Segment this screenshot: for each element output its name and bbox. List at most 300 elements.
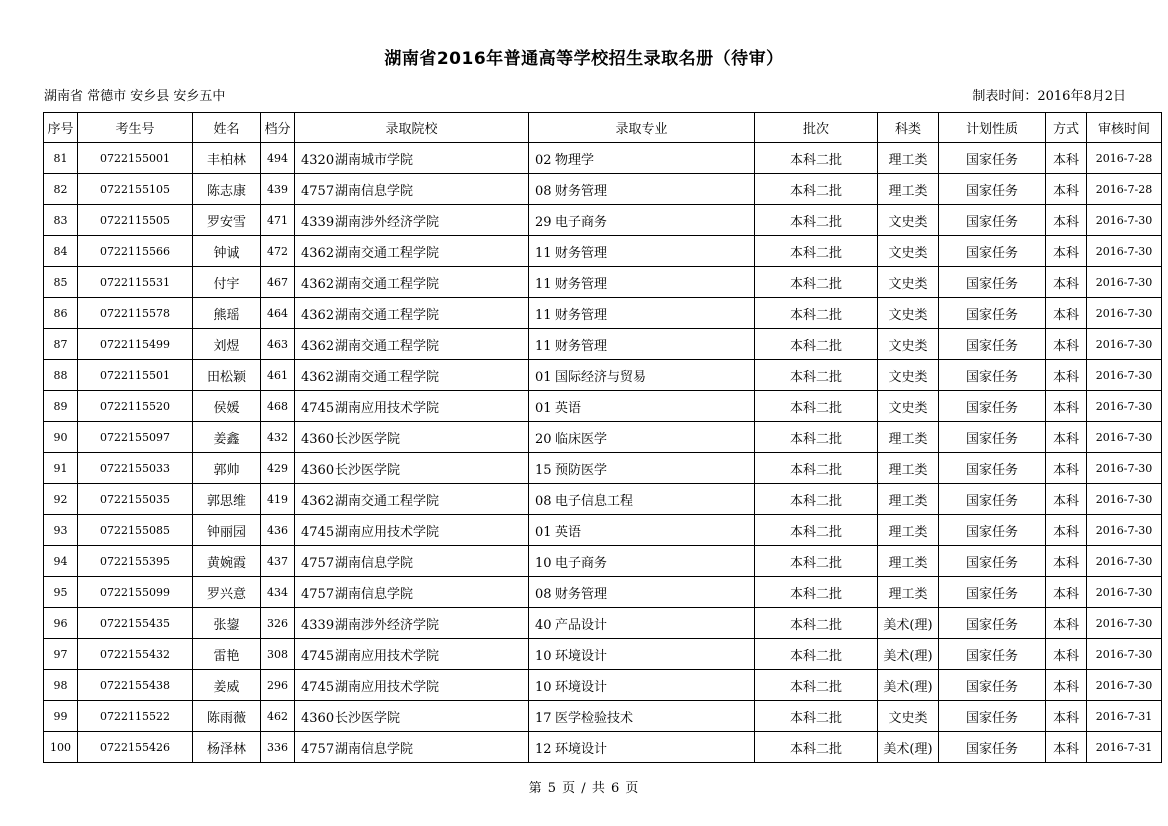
plan-cell: 国家任务: [939, 546, 1046, 577]
score-cell: 436: [261, 515, 295, 546]
major-code: 20: [535, 431, 552, 447]
exam-id-cell: 0722155105: [78, 174, 193, 205]
review-date-cell: 2016-7-31: [1087, 701, 1162, 732]
mode-cell: 本科: [1046, 174, 1087, 205]
table-row: [44, 701, 1162, 732]
score-cell: 296: [261, 670, 295, 701]
exam-id-cell: 0722155035: [78, 484, 193, 515]
plan-cell: 国家任务: [939, 577, 1046, 608]
student-name-cell: 姜鑫: [193, 422, 261, 453]
score-cell: 437: [261, 546, 295, 577]
school-name: 湖南信息学院: [335, 183, 414, 199]
plan-cell: 国家任务: [939, 143, 1046, 174]
school-code: 4362: [301, 369, 335, 385]
review-date-cell: 2016-7-30: [1087, 546, 1162, 577]
major-cell: [529, 577, 755, 608]
category-cell: 文史类: [878, 298, 939, 329]
student-name-cell: 田松颖: [193, 360, 261, 391]
major-cell: [529, 732, 755, 763]
school-cell: [295, 391, 529, 422]
school-cell: [295, 546, 529, 577]
page-title: 湖南省2016年普通高等学校招生录取名册（待审）: [384, 49, 784, 69]
table-row: [44, 484, 1162, 515]
category-cell: 理工类: [878, 143, 939, 174]
major-code: 08: [535, 586, 552, 602]
exam-id-cell: 0722115522: [78, 701, 193, 732]
mode-cell: 本科: [1046, 608, 1087, 639]
school-name: 湖南应用技术学院: [335, 524, 440, 540]
major-cell: [529, 515, 755, 546]
major-code: 11: [535, 276, 552, 292]
column-header: 考生号: [78, 113, 193, 143]
major-name: 英语: [555, 524, 582, 540]
category-cell: 理工类: [878, 422, 939, 453]
score-cell: 467: [261, 267, 295, 298]
table-row: [44, 515, 1162, 546]
plan-cell: 国家任务: [939, 267, 1046, 298]
school-name: 湖南应用技术学院: [335, 400, 440, 416]
mode-cell: 本科: [1046, 670, 1087, 701]
table-row: [44, 639, 1162, 670]
major-code: 01: [535, 369, 552, 385]
review-date-cell: 2016-7-30: [1087, 329, 1162, 360]
mode-cell: 本科: [1046, 732, 1087, 763]
major-code: 02: [535, 152, 552, 168]
plan-cell: 国家任务: [939, 453, 1046, 484]
review-date-cell: 2016-7-30: [1087, 267, 1162, 298]
school-name: 湖南交通工程学院: [335, 338, 440, 354]
batch-cell: 本科二批: [755, 453, 878, 484]
major-code: 10: [535, 555, 552, 571]
seq-cell: 94: [44, 546, 78, 577]
school-cell: [295, 701, 529, 732]
admission-table: [43, 112, 1162, 763]
category-cell: 理工类: [878, 174, 939, 205]
score-cell: 439: [261, 174, 295, 205]
school-code: 4362: [301, 338, 335, 354]
exam-id-cell: 0722115501: [78, 360, 193, 391]
major-name: 预防医学: [555, 462, 608, 478]
table-row: [44, 298, 1162, 329]
student-name-cell: 郭帅: [193, 453, 261, 484]
mode-cell: 本科: [1046, 143, 1087, 174]
school-code: 4360: [301, 431, 335, 447]
major-name: 英语: [555, 400, 582, 416]
student-name-cell: 陈雨薇: [193, 701, 261, 732]
seq-cell: 99: [44, 701, 78, 732]
school-name: 湖南应用技术学院: [335, 679, 440, 695]
exam-id-cell: 0722115566: [78, 236, 193, 267]
plan-cell: 国家任务: [939, 329, 1046, 360]
major-code: 11: [535, 338, 552, 354]
table-row: [44, 546, 1162, 577]
mode-cell: 本科: [1046, 329, 1087, 360]
category-cell: 理工类: [878, 484, 939, 515]
major-name: 医学检验技术: [555, 710, 634, 726]
seq-cell: 81: [44, 143, 78, 174]
page-number: 第 5 页 / 共 6 页: [528, 781, 640, 796]
school-name: 湖南交通工程学院: [335, 493, 440, 509]
batch-cell: 本科二批: [755, 608, 878, 639]
plan-cell: 国家任务: [939, 391, 1046, 422]
batch-cell: 本科二批: [755, 360, 878, 391]
score-cell: 432: [261, 422, 295, 453]
seq-cell: 92: [44, 484, 78, 515]
table-row: [44, 422, 1162, 453]
exam-id-cell: 0722155099: [78, 577, 193, 608]
made-time-label: 制表时间：2016年8月2日: [972, 89, 1126, 104]
column-header: 序号: [44, 113, 78, 143]
major-code: 17: [535, 710, 552, 726]
batch-cell: 本科二批: [755, 236, 878, 267]
review-date-cell: 2016-7-30: [1087, 205, 1162, 236]
plan-cell: 国家任务: [939, 515, 1046, 546]
school-cell: [295, 298, 529, 329]
column-header: 批次: [755, 113, 878, 143]
column-header: 档分: [261, 113, 295, 143]
school-code: 4360: [301, 710, 335, 726]
student-name-cell: 付宇: [193, 267, 261, 298]
category-cell: 理工类: [878, 546, 939, 577]
student-name-cell: 丰柏林: [193, 143, 261, 174]
batch-cell: 本科二批: [755, 701, 878, 732]
category-cell: 理工类: [878, 577, 939, 608]
school-name: 湖南涉外经济学院: [335, 214, 440, 230]
major-name: 电子信息工程: [555, 493, 634, 509]
student-name-cell: 雷艳: [193, 639, 261, 670]
school-cell: [295, 174, 529, 205]
batch-cell: 本科二批: [755, 515, 878, 546]
column-header: 方式: [1046, 113, 1087, 143]
review-date-cell: 2016-7-30: [1087, 236, 1162, 267]
major-name: 财务管理: [555, 276, 608, 292]
school-name: 湖南交通工程学院: [335, 307, 440, 323]
seq-cell: 97: [44, 639, 78, 670]
seq-cell: 100: [44, 732, 78, 763]
plan-cell: 国家任务: [939, 670, 1046, 701]
table-row: [44, 453, 1162, 484]
major-code: 15: [535, 462, 552, 478]
exam-id-cell: 0722155001: [78, 143, 193, 174]
category-cell: 理工类: [878, 453, 939, 484]
batch-cell: 本科二批: [755, 484, 878, 515]
school-code: 4757: [301, 555, 335, 571]
seq-cell: 90: [44, 422, 78, 453]
school-code: 4362: [301, 245, 335, 261]
school-code: 4745: [301, 524, 335, 540]
school-name: 湖南涉外经济学院: [335, 617, 440, 633]
region-label: 湖南省 常德市 安乡县 安乡五中: [44, 89, 226, 104]
category-cell: 文史类: [878, 701, 939, 732]
plan-cell: 国家任务: [939, 701, 1046, 732]
seq-cell: 93: [44, 515, 78, 546]
school-code: 4757: [301, 741, 335, 757]
category-cell: 文史类: [878, 236, 939, 267]
school-name: 湖南城市学院: [335, 152, 414, 168]
batch-cell: 本科二批: [755, 732, 878, 763]
exam-id-cell: 0722115505: [78, 205, 193, 236]
table-row: [44, 670, 1162, 701]
column-header: 科类: [878, 113, 939, 143]
major-cell: [529, 701, 755, 732]
plan-cell: 国家任务: [939, 608, 1046, 639]
table-row: [44, 236, 1162, 267]
mode-cell: 本科: [1046, 701, 1087, 732]
plan-cell: 国家任务: [939, 639, 1046, 670]
plan-cell: 国家任务: [939, 236, 1046, 267]
major-cell: [529, 546, 755, 577]
batch-cell: 本科二批: [755, 577, 878, 608]
school-code: 4745: [301, 648, 335, 664]
table-body: [44, 143, 1162, 763]
review-date-cell: 2016-7-28: [1087, 143, 1162, 174]
major-name: 财务管理: [555, 245, 608, 261]
mode-cell: 本科: [1046, 422, 1087, 453]
major-name: 财务管理: [555, 307, 608, 323]
student-name-cell: 钟丽园: [193, 515, 261, 546]
table-row: [44, 732, 1162, 763]
exam-id-cell: 0722155438: [78, 670, 193, 701]
table-row: [44, 205, 1162, 236]
student-name-cell: 刘煜: [193, 329, 261, 360]
score-cell: 471: [261, 205, 295, 236]
category-cell: 文史类: [878, 329, 939, 360]
column-header: 录取专业: [529, 113, 755, 143]
exam-id-cell: 0722155426: [78, 732, 193, 763]
category-cell: 理工类: [878, 515, 939, 546]
school-name: 湖南信息学院: [335, 741, 414, 757]
review-date-cell: 2016-7-31: [1087, 732, 1162, 763]
major-cell: [529, 453, 755, 484]
seq-cell: 91: [44, 453, 78, 484]
table-header-row: [44, 113, 1162, 143]
major-code: 10: [535, 679, 552, 695]
plan-cell: 国家任务: [939, 484, 1046, 515]
school-cell: [295, 143, 529, 174]
major-cell: [529, 236, 755, 267]
score-cell: 463: [261, 329, 295, 360]
category-cell: 美术(理): [878, 639, 939, 670]
category-cell: 美术(理): [878, 732, 939, 763]
batch-cell: 本科二批: [755, 546, 878, 577]
school-code: 4745: [301, 679, 335, 695]
score-cell: 494: [261, 143, 295, 174]
student-name-cell: 钟诚: [193, 236, 261, 267]
student-name-cell: 罗安雪: [193, 205, 261, 236]
seq-cell: 98: [44, 670, 78, 701]
major-name: 财务管理: [555, 338, 608, 354]
school-code: 4339: [301, 617, 335, 633]
batch-cell: 本科二批: [755, 267, 878, 298]
school-cell: [295, 577, 529, 608]
school-code: 4745: [301, 400, 335, 416]
table-row: [44, 143, 1162, 174]
major-name: 临床医学: [555, 431, 608, 447]
plan-cell: 国家任务: [939, 732, 1046, 763]
batch-cell: 本科二批: [755, 143, 878, 174]
major-cell: [529, 391, 755, 422]
review-date-cell: 2016-7-30: [1087, 422, 1162, 453]
table-row: [44, 608, 1162, 639]
review-date-cell: 2016-7-30: [1087, 360, 1162, 391]
score-cell: 472: [261, 236, 295, 267]
school-cell: [295, 236, 529, 267]
school-cell: [295, 484, 529, 515]
review-date-cell: 2016-7-30: [1087, 670, 1162, 701]
mode-cell: 本科: [1046, 360, 1087, 391]
seq-cell: 88: [44, 360, 78, 391]
review-date-cell: 2016-7-30: [1087, 453, 1162, 484]
exam-id-cell: 0722155435: [78, 608, 193, 639]
score-cell: 464: [261, 298, 295, 329]
major-cell: [529, 329, 755, 360]
category-cell: 文史类: [878, 391, 939, 422]
major-name: 国际经济与贸易: [555, 369, 647, 385]
student-name-cell: 陈志康: [193, 174, 261, 205]
mode-cell: 本科: [1046, 298, 1087, 329]
score-cell: 461: [261, 360, 295, 391]
category-cell: 美术(理): [878, 670, 939, 701]
school-cell: [295, 515, 529, 546]
student-name-cell: 罗兴意: [193, 577, 261, 608]
review-date-cell: 2016-7-28: [1087, 174, 1162, 205]
school-name: 湖南应用技术学院: [335, 648, 440, 664]
plan-cell: 国家任务: [939, 360, 1046, 391]
school-cell: [295, 360, 529, 391]
major-code: 08: [535, 183, 552, 199]
major-name: 电子商务: [555, 555, 608, 571]
seq-cell: 84: [44, 236, 78, 267]
major-name: 物理学: [555, 152, 595, 168]
plan-cell: 国家任务: [939, 298, 1046, 329]
table-row: [44, 391, 1162, 422]
table-row: [44, 329, 1162, 360]
school-cell: [295, 329, 529, 360]
mode-cell: 本科: [1046, 453, 1087, 484]
student-name-cell: 侯媛: [193, 391, 261, 422]
school-code: 4757: [301, 586, 335, 602]
major-cell: [529, 174, 755, 205]
major-cell: [529, 360, 755, 391]
seq-cell: 96: [44, 608, 78, 639]
school-code: 4757: [301, 183, 335, 199]
batch-cell: 本科二批: [755, 298, 878, 329]
major-cell: [529, 143, 755, 174]
batch-cell: 本科二批: [755, 639, 878, 670]
school-cell: [295, 732, 529, 763]
major-name: 环境设计: [555, 679, 608, 695]
school-cell: [295, 453, 529, 484]
school-name: 湖南信息学院: [335, 586, 414, 602]
major-cell: [529, 608, 755, 639]
exam-id-cell: 0722155432: [78, 639, 193, 670]
column-header: 计划性质: [939, 113, 1046, 143]
score-cell: 326: [261, 608, 295, 639]
exam-id-cell: 0722155085: [78, 515, 193, 546]
major-code: 01: [535, 400, 552, 416]
plan-cell: 国家任务: [939, 205, 1046, 236]
student-name-cell: 杨泽林: [193, 732, 261, 763]
column-header: 录取院校: [295, 113, 529, 143]
mode-cell: 本科: [1046, 515, 1087, 546]
school-cell: [295, 422, 529, 453]
major-code: 08: [535, 493, 552, 509]
table-row: [44, 267, 1162, 298]
major-name: 财务管理: [555, 183, 608, 199]
seq-cell: 87: [44, 329, 78, 360]
mode-cell: 本科: [1046, 205, 1087, 236]
seq-cell: 85: [44, 267, 78, 298]
school-cell: [295, 608, 529, 639]
student-name-cell: 郭思维: [193, 484, 261, 515]
category-cell: 文史类: [878, 205, 939, 236]
major-name: 环境设计: [555, 741, 608, 757]
school-code: 4362: [301, 276, 335, 292]
student-name-cell: 熊瑶: [193, 298, 261, 329]
major-cell: [529, 298, 755, 329]
review-date-cell: 2016-7-30: [1087, 391, 1162, 422]
major-cell: [529, 670, 755, 701]
review-date-cell: 2016-7-30: [1087, 484, 1162, 515]
major-name: 环境设计: [555, 648, 608, 664]
major-code: 11: [535, 245, 552, 261]
mode-cell: 本科: [1046, 236, 1087, 267]
major-cell: [529, 267, 755, 298]
major-code: 12: [535, 741, 552, 757]
school-name: 湖南信息学院: [335, 555, 414, 571]
school-name: 长沙医学院: [335, 710, 401, 726]
seq-cell: 89: [44, 391, 78, 422]
student-name-cell: 张鋆: [193, 608, 261, 639]
exam-id-cell: 0722155097: [78, 422, 193, 453]
school-cell: [295, 205, 529, 236]
plan-cell: 国家任务: [939, 174, 1046, 205]
batch-cell: 本科二批: [755, 329, 878, 360]
exam-id-cell: 0722115531: [78, 267, 193, 298]
category-cell: 文史类: [878, 360, 939, 391]
major-cell: [529, 639, 755, 670]
score-cell: 336: [261, 732, 295, 763]
student-name-cell: 黄婉霞: [193, 546, 261, 577]
category-cell: 文史类: [878, 267, 939, 298]
column-header: 审核时间: [1087, 113, 1162, 143]
student-name-cell: 姜威: [193, 670, 261, 701]
exam-id-cell: 0722115499: [78, 329, 193, 360]
school-cell: [295, 267, 529, 298]
mode-cell: 本科: [1046, 639, 1087, 670]
review-date-cell: 2016-7-30: [1087, 298, 1162, 329]
exam-id-cell: 0722115578: [78, 298, 193, 329]
major-cell: [529, 484, 755, 515]
seq-cell: 95: [44, 577, 78, 608]
school-name: 湖南交通工程学院: [335, 245, 440, 261]
table-row: [44, 360, 1162, 391]
major-code: 10: [535, 648, 552, 664]
seq-cell: 82: [44, 174, 78, 205]
batch-cell: 本科二批: [755, 391, 878, 422]
major-name: 产品设计: [555, 617, 608, 633]
major-code: 29: [535, 214, 552, 230]
batch-cell: 本科二批: [755, 422, 878, 453]
batch-cell: 本科二批: [755, 205, 878, 236]
plan-cell: 国家任务: [939, 422, 1046, 453]
table-row: [44, 174, 1162, 205]
review-date-cell: 2016-7-30: [1087, 608, 1162, 639]
school-code: 4362: [301, 307, 335, 323]
seq-cell: 86: [44, 298, 78, 329]
mode-cell: 本科: [1046, 391, 1087, 422]
score-cell: 434: [261, 577, 295, 608]
